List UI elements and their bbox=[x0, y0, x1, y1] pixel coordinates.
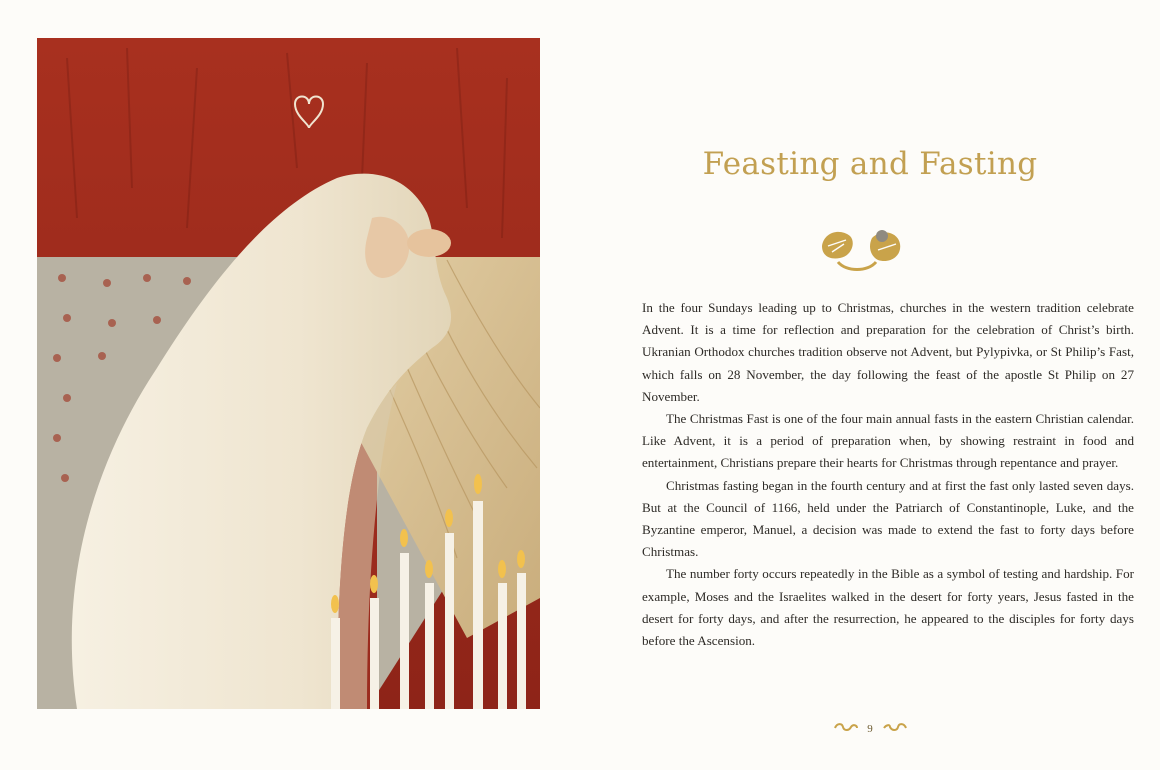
page-footer bbox=[580, 722, 1160, 735]
leaf-ornament-icon bbox=[818, 226, 904, 278]
page-title: Feasting and Fasting bbox=[702, 146, 1038, 182]
praying-woman-illustration bbox=[37, 38, 540, 709]
praying-hands bbox=[407, 229, 451, 257]
paragraph: The number forty occurs repeatedly in the Bible as a symbol of testing and hardship. For example, Moses and the Israelites walked in the desert for forty years, Jesus fasted in the desert for forty days, and after the resurrection, he appeared to the disciples for forty days before the Ascension. bbox=[642, 566, 1134, 649]
text-page bbox=[580, 0, 1160, 770]
body-text bbox=[642, 297, 1134, 652]
page-number: 9 bbox=[867, 722, 873, 735]
paragraph: Christmas fasting began in the fourth century and at first the fast only lasted seven days. But at the Council of 1166, held under the Patriarch of Constantinople, Luke, and the Byzantine emperor, Manuel, a decision was made to extend the fast to forty days before Christmas. bbox=[642, 477, 1134, 560]
swirl-ornament-icon bbox=[882, 722, 908, 735]
swirl-ornament-icon bbox=[833, 722, 859, 735]
paragraph: The Christmas Fast is one of the four main annual fasts in the eastern Christian calendar. Like Advent, it is a period of preparation when, by showing restraint in food and entertainment, Christians prepare their hearts for Christmas through repentance and prayer. bbox=[642, 411, 1134, 471]
paragraph: In the four Sundays leading up to Christmas, churches in the western tradition celebrate Advent. It is a time for reflection and preparation for the celebration of Christ’s birth. Ukranian Orthodox churches tradition observe not Advent, but Pylypivka, or St Philip’s Fast, which falls on 28 November, the day following the feast of the apostle St Philip on 27 November. bbox=[642, 300, 1134, 404]
